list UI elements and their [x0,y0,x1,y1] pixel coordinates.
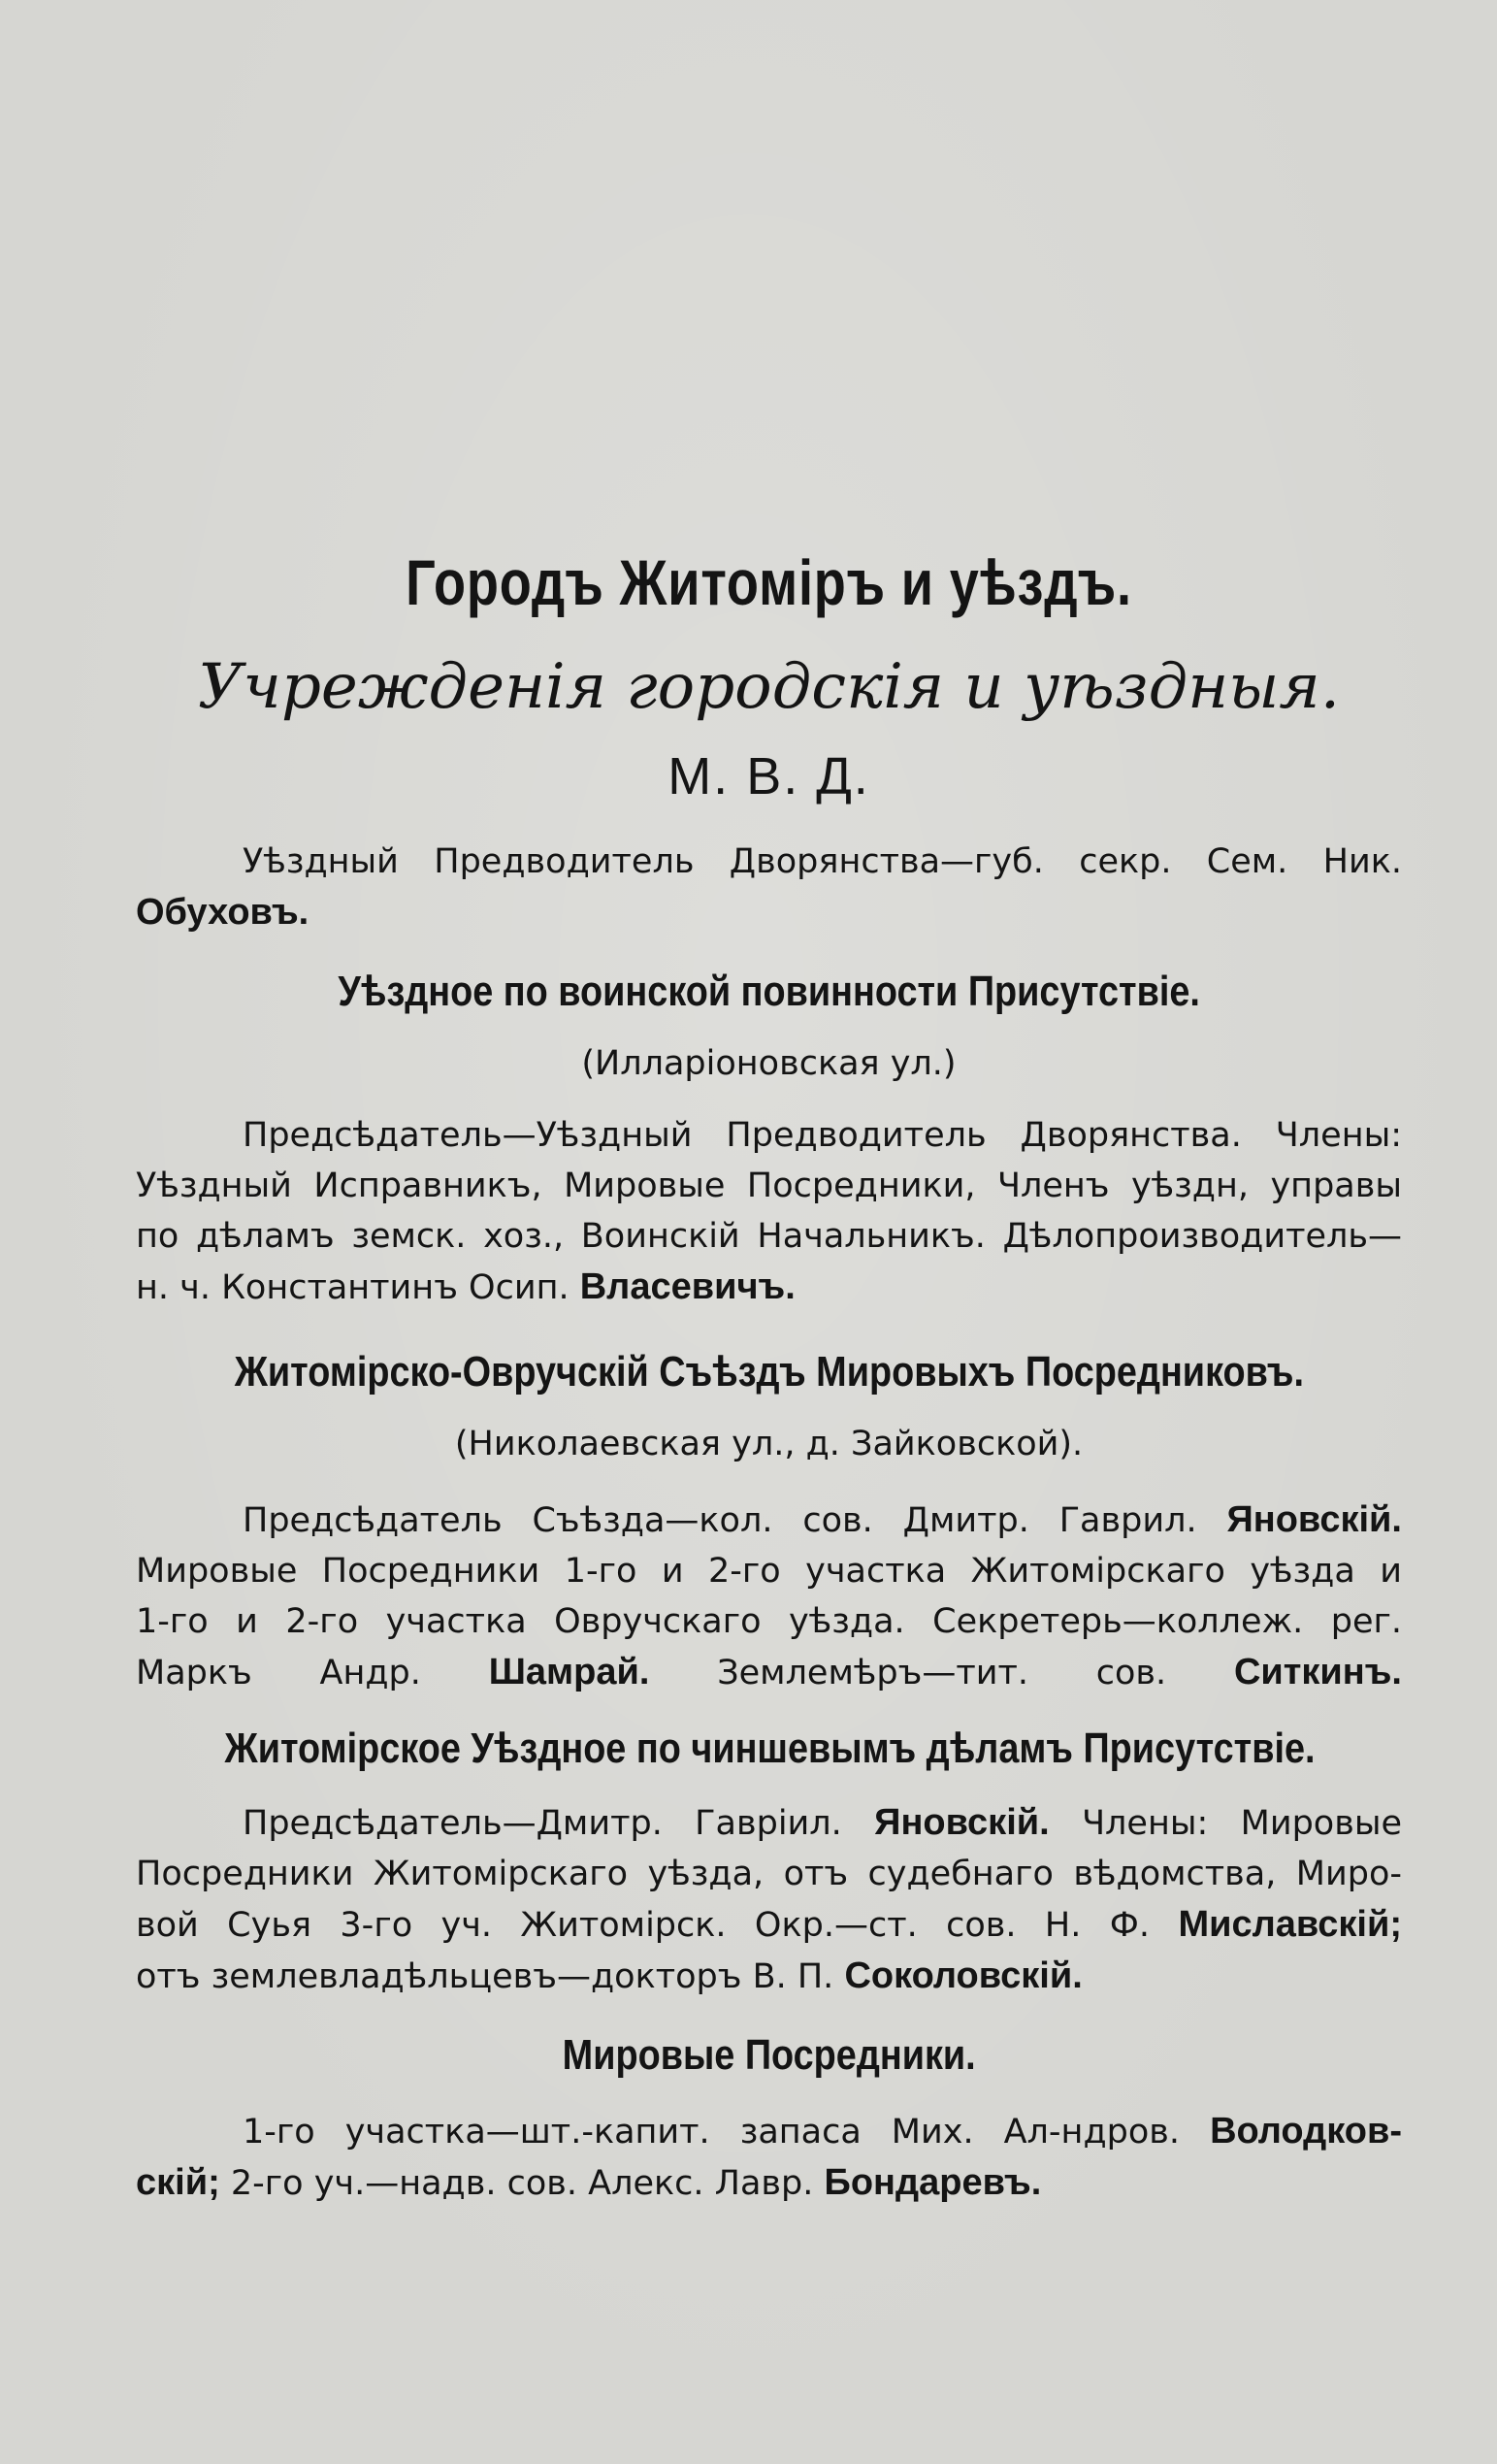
congress-heading: Житомірско-Овручскій Съѣздъ Мировыхъ Посредниковъ. [234,1348,1304,1396]
chinsh-doctor-name: Соколовскій. [844,1955,1083,1996]
congress-secretary-name: Шамрай. [488,1652,650,1692]
military-line-4: н. ч. Константинъ Осип. [136,1268,570,1307]
mediator-1-name-end: скій; [136,2162,220,2203]
page-title: Городъ Житоміръ и уѣздъ. [406,546,1132,618]
congress-surveyor-name: Ситкинъ. [1233,1652,1402,1692]
ministry-label: М. В. Д. [667,747,870,805]
mediators-heading: Мировые Посредники. [562,2031,976,2079]
congress-address: (Николаевская ул., д. Зайковской). [454,1425,1084,1463]
military-clerk-name: Власевичъ. [579,1266,796,1307]
military-line-3: по дѣламъ земск. хоз., Воинскій Начальникъ. Дѣлопроизводитель— [136,1217,1402,1256]
mediators-line-2a: 2-го уч.—надв. сов. Алекс. Лавр. [230,2164,814,2203]
page-subtitle: Учрежденія городскія и уѣздныя. [197,651,1341,723]
marshal-paragraph [136,837,1402,938]
congress-line-2: Мировые Посредники 1-го и 2-го участка Житомірскаго уѣзда и [136,1552,1402,1591]
military-heading: Уѣздное по воинской повинности Присутствіе. [338,968,1200,1015]
congress-line-3: 1-го и 2-го участка Овручскаго уѣзда. Секретерь—коллеж. рег. [136,1602,1402,1641]
congress-line-4b: Землемѣръ—тит. сов. [717,1654,1167,1692]
chinsh-judge-name: Миславскій; [1178,1904,1402,1945]
mediators-line-1a: 1-го участка—шт.-капит. запаса Мих. Ал-ндров. [243,2113,1181,2152]
chinsh-line-1a: Предсѣдатель—Дмитр. Гавріил. [243,1804,842,1843]
mediator-1-name: Володков- [1210,2111,1402,2152]
chinsh-line-4a: отъ землевладѣльцевъ—докторъ В. П. [136,1957,834,1996]
congress-paragraph [136,1495,1402,1698]
congress-line-4a: Маркъ Андр. [136,1654,421,1692]
congress-chair-name: Яновскій. [1226,1499,1402,1540]
military-line-1: Предсѣдатель—Уѣздный Предводитель Дворянства. Члены: [243,1116,1402,1155]
military-paragraph [136,1110,1402,1313]
chinsh-line-2: Посредники Житомірскаго уѣзда, отъ судебнаго вѣдомства, Миро- [136,1855,1402,1893]
chinsh-heading: Житомірское Уѣздное по чиншевымъ дѣламъ Присутствіе. [224,1725,1316,1772]
chinsh-line-1b: Члены: Мировые [1082,1804,1402,1843]
marshal-name: Обуховъ. [136,892,309,933]
mediators-paragraph [136,2106,1402,2209]
marshal-text: Уѣздный Предводитель Дворянства—губ. секр. Сем. Ник. [243,842,1402,881]
chinsh-line-3a: вой Суья 3-го уч. Житомірск. Окр.—ст. сов. Н. Ф. [136,1906,1151,1945]
chinsh-chair-name: Яновскій. [874,1802,1050,1843]
congress-line-1: Предсѣдатель Съѣзда—кол. сов. Дмитр. Гаврил. [243,1501,1197,1540]
military-line-2: Уѣздный Исправникъ, Мировые Посредники, Членъ уѣздн, управы [136,1166,1402,1205]
mediator-2-name: Бондаревъ. [824,2162,1042,2203]
military-address: (Илларіоновская ул.) [581,1044,957,1083]
chinsh-paragraph [136,1797,1402,2002]
